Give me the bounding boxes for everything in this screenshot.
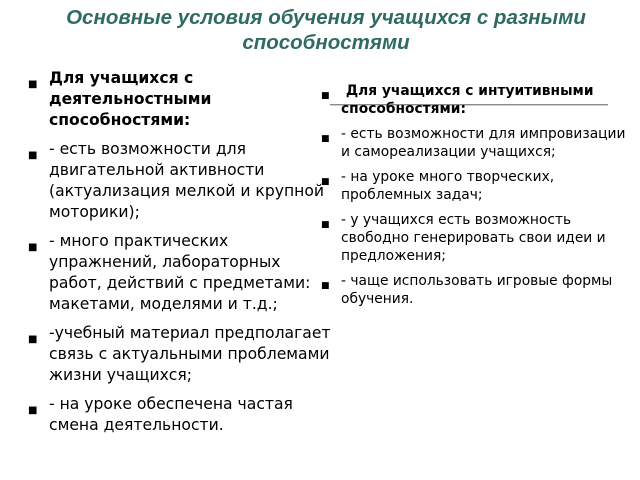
list-item-text: - есть возможности для двигательной активности (актуализация мелкой и крупной моторики); [49,140,325,221]
right-column-heading: Для учащихся с интуитивными способностями: [341,83,599,117]
slide-title: Основные условия обучения учащихся с разными способностями [66,6,586,54]
list-item-text: - у учащихся есть возможность свободно генерировать свои идеи и предложения; [341,212,606,264]
list-item [28,323,334,386]
bullet-icon: ■ [28,334,38,345]
bullet-icon: ■ [321,220,330,230]
bullet-icon: ■ [321,134,330,144]
list-item-heading [321,82,631,118]
bullet-icon: ■ [28,150,38,161]
list-item-heading [28,68,334,131]
list-item [321,272,631,308]
list-item-text: -учебный материал предполагает связь с актуальными проблемами жизни учащихся; [49,324,331,384]
list-item [28,139,334,223]
list-item-text: - много практических упражнений, лабораторных работ, действий с предметами: макетами, моделями и т.д.; [49,232,311,313]
bullet-icon: ■ [28,405,38,416]
left-column-heading: Для учащихся с деятельностными способностями: [49,69,212,129]
list-item [321,168,631,204]
list-item [321,211,631,265]
right-column-list [321,82,631,315]
bullet-icon: ■ [28,79,38,90]
list-item-text: - чаще использовать игровые формы обучения. [341,273,613,307]
list-item-text: - есть возможности для импровизации и самореализации учащихся; [341,126,626,160]
bullet-icon: ■ [321,281,330,291]
list-item [321,125,631,161]
bullet-icon: ■ [321,177,330,187]
list-item [28,231,334,315]
list-item-text: - на уроке обеспечена частая смена деятельности. [49,395,293,434]
list-item [28,394,334,436]
bullet-icon: ■ [321,91,330,101]
list-item-text: - на уроке много творческих, проблемных задач; [341,169,555,203]
left-column-list [28,68,334,444]
bullet-icon: ■ [28,242,38,253]
